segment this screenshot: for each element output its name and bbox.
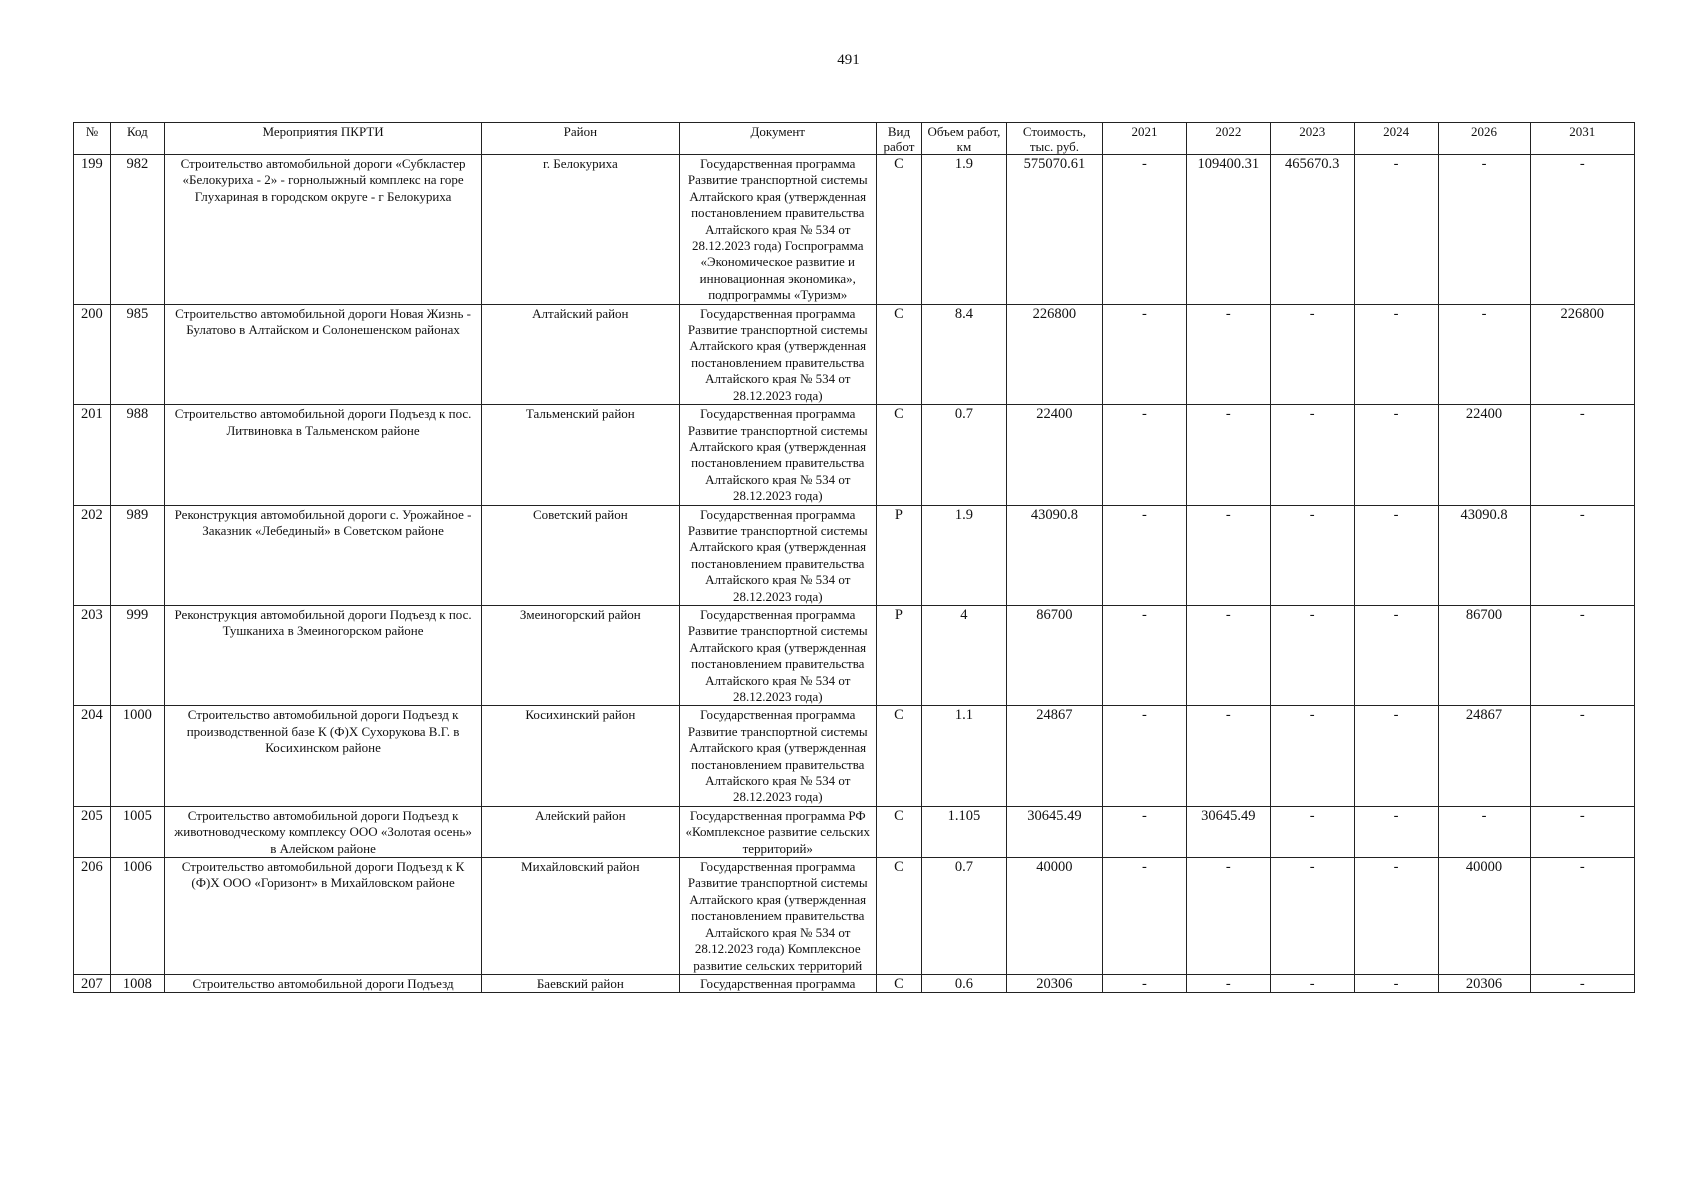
row-volume: 1.9 xyxy=(921,155,1006,305)
row-document: Государственная программа Развитие транспортной системы Алтайского края (утвержденная постановлением правительства Алтайского края № 534 от 28.12.2023 года) xyxy=(679,605,876,705)
row-district: Тальменский район xyxy=(482,405,679,505)
row-2024: - xyxy=(1354,605,1438,705)
row-2024: - xyxy=(1354,505,1438,605)
col-header-cost: Стоимость, тыс. руб. xyxy=(1006,123,1102,155)
row-2021: - xyxy=(1103,155,1187,305)
row-2021: - xyxy=(1103,706,1187,806)
row-number: 200 xyxy=(74,304,111,404)
row-2021: - xyxy=(1103,304,1187,404)
row-2022: - xyxy=(1186,505,1270,605)
row-event: Строительство автомобильной дороги Подъезд к пос. Литвиновка в Тальменском районе xyxy=(165,405,482,505)
row-document: Государственная программа Развитие транспортной системы Алтайского края (утвержденная постановлением правительства Алтайского края № 534 от 28.12.2023 года) xyxy=(679,505,876,605)
row-2022: 30645.49 xyxy=(1186,806,1270,857)
table-row xyxy=(74,605,1635,705)
row-event: Строительство автомобильной дороги Новая Жизнь - Булатово в Алтайском и Солонешенском районах xyxy=(165,304,482,404)
table-row xyxy=(74,806,1635,857)
row-2031: - xyxy=(1530,155,1634,305)
row-cost: 20306 xyxy=(1006,974,1102,992)
row-2022: - xyxy=(1186,304,1270,404)
row-2031: - xyxy=(1530,605,1634,705)
row-work-type: Р xyxy=(876,505,921,605)
row-district: Алтайский район xyxy=(482,304,679,404)
row-cost: 575070.61 xyxy=(1006,155,1102,305)
page-number: 491 xyxy=(837,52,860,68)
row-document: Государственная программа Развитие транспортной системы Алтайского края (утвержденная постановлением правительства Алтайского края № 534 от 28.12.2023 года) xyxy=(679,304,876,404)
row-number: 207 xyxy=(74,974,111,992)
col-header-district: Район xyxy=(482,123,679,155)
row-event: Строительство автомобильной дороги Подъезд к производственной базе К (Ф)Х Сухорукова В.Г. в Косихинском районе xyxy=(165,706,482,806)
row-volume: 0.7 xyxy=(921,858,1006,975)
row-cost: 226800 xyxy=(1006,304,1102,404)
row-code: 1000 xyxy=(110,706,164,806)
row-2024: - xyxy=(1354,806,1438,857)
row-cost: 22400 xyxy=(1006,405,1102,505)
row-2022: - xyxy=(1186,605,1270,705)
row-work-type: С xyxy=(876,858,921,975)
row-2026: 20306 xyxy=(1438,974,1530,992)
row-code: 989 xyxy=(110,505,164,605)
row-number: 206 xyxy=(74,858,111,975)
roads-table xyxy=(73,122,1635,993)
row-2024: - xyxy=(1354,858,1438,975)
col-header-document: Документ xyxy=(679,123,876,155)
row-2023: - xyxy=(1270,505,1354,605)
table-row xyxy=(74,405,1635,505)
row-district: Косихинский район xyxy=(482,706,679,806)
row-2022: - xyxy=(1186,974,1270,992)
row-2026: 43090.8 xyxy=(1438,505,1530,605)
row-work-type: С xyxy=(876,155,921,305)
row-document: Государственная программа РФ «Комплексное развитие сельских территорий» xyxy=(679,806,876,857)
row-2021: - xyxy=(1103,405,1187,505)
row-2031: - xyxy=(1530,806,1634,857)
row-event: Реконструкция автомобильной дороги с. Урожайное - Заказник «Лебединый» в Советском районе xyxy=(165,505,482,605)
row-document: Государственная программа Развитие транспортной системы Алтайского края (утвержденная постановлением правительства Алтайского края № 534 от 28.12.2023 года) xyxy=(679,405,876,505)
row-2024: - xyxy=(1354,706,1438,806)
row-2026: 86700 xyxy=(1438,605,1530,705)
col-header-volume: Объем работ, км xyxy=(921,123,1006,155)
row-2022: - xyxy=(1186,706,1270,806)
col-header-2024: 2024 xyxy=(1354,123,1438,155)
row-number: 203 xyxy=(74,605,111,705)
row-2023: - xyxy=(1270,858,1354,975)
row-volume: 4 xyxy=(921,605,1006,705)
row-event: Реконструкция автомобильной дороги Подъезд к пос. Тушканиха в Змеиногорском районе xyxy=(165,605,482,705)
col-header-2022: 2022 xyxy=(1186,123,1270,155)
row-district: г. Белокуриха xyxy=(482,155,679,305)
table-body xyxy=(74,155,1635,993)
row-code: 988 xyxy=(110,405,164,505)
row-district: Советский район xyxy=(482,505,679,605)
row-2031: - xyxy=(1530,974,1634,992)
row-district: Михайловский район xyxy=(482,858,679,975)
row-code: 985 xyxy=(110,304,164,404)
row-2024: - xyxy=(1354,974,1438,992)
row-code: 1005 xyxy=(110,806,164,857)
row-cost: 43090.8 xyxy=(1006,505,1102,605)
row-cost: 86700 xyxy=(1006,605,1102,705)
row-work-type: Р xyxy=(876,605,921,705)
row-volume: 0.7 xyxy=(921,405,1006,505)
col-header-2031: 2031 xyxy=(1530,123,1634,155)
row-2021: - xyxy=(1103,858,1187,975)
row-2031: - xyxy=(1530,858,1634,975)
row-work-type: С xyxy=(876,304,921,404)
row-code: 1006 xyxy=(110,858,164,975)
row-event: Строительство автомобильной дороги «Субкластер «Белокуриха - 2» - горнолыжный комплекс на горе Глухариная в городском округе - г Белокуриха xyxy=(165,155,482,305)
col-header-type: Вид работ xyxy=(876,123,921,155)
row-2022: - xyxy=(1186,858,1270,975)
row-document: Государственная программа Развитие транспортной системы Алтайского края (утвержденная постановлением правительства Алтайского края № 534 от 28.12.2023 года) Комплексное развитие сельских территорий xyxy=(679,858,876,975)
row-cost: 30645.49 xyxy=(1006,806,1102,857)
col-header-code: Код xyxy=(110,123,164,155)
row-document: Государственная программа Развитие транспортной системы Алтайского края (утвержденная постановлением правительства Алтайского края № 534 от 28.12.2023 года) Госпрограмма «Экономическое развитие и инновационная экономика», подпрограммы «Туризм» xyxy=(679,155,876,305)
row-2023: - xyxy=(1270,405,1354,505)
row-event: Строительство автомобильной дороги Подъезд к животноводческому комплексу ООО «Золотая осень» в Алейском районе xyxy=(165,806,482,857)
table-row xyxy=(74,155,1635,305)
row-2031: - xyxy=(1530,405,1634,505)
row-volume: 0.6 xyxy=(921,974,1006,992)
row-2022: - xyxy=(1186,405,1270,505)
row-number: 204 xyxy=(74,706,111,806)
row-number: 202 xyxy=(74,505,111,605)
row-district: Змеиногорский район xyxy=(482,605,679,705)
row-number: 205 xyxy=(74,806,111,857)
row-volume: 1.1 xyxy=(921,706,1006,806)
col-header-2021: 2021 xyxy=(1103,123,1187,155)
row-2023: - xyxy=(1270,304,1354,404)
row-document: Государственная программа Развитие транспортной системы Алтайского края (утвержденная постановлением правительства Алтайского края № 534 от 28.12.2023 года) xyxy=(679,706,876,806)
row-work-type: С xyxy=(876,405,921,505)
row-2023: - xyxy=(1270,974,1354,992)
row-2023: - xyxy=(1270,806,1354,857)
row-event: Строительство автомобильной дороги Подъезд к К (Ф)Х ООО «Горизонт» в Михайловском районе xyxy=(165,858,482,975)
row-2031: 226800 xyxy=(1530,304,1634,404)
col-header-num: № xyxy=(74,123,111,155)
row-2031: - xyxy=(1530,706,1634,806)
table-row xyxy=(74,706,1635,806)
row-2026: - xyxy=(1438,155,1530,305)
col-header-2026: 2026 xyxy=(1438,123,1530,155)
row-volume: 8.4 xyxy=(921,304,1006,404)
row-code: 999 xyxy=(110,605,164,705)
row-2021: - xyxy=(1103,505,1187,605)
header-row xyxy=(74,123,1635,155)
row-2026: - xyxy=(1438,806,1530,857)
row-work-type: С xyxy=(876,706,921,806)
table-row xyxy=(74,858,1635,975)
row-district: Баевский район xyxy=(482,974,679,992)
col-header-2023: 2023 xyxy=(1270,123,1354,155)
row-volume: 1.9 xyxy=(921,505,1006,605)
row-work-type: С xyxy=(876,974,921,992)
row-district: Алейский район xyxy=(482,806,679,857)
row-event: Строительство автомобильной дороги Подъезд xyxy=(165,974,482,992)
row-volume: 1.105 xyxy=(921,806,1006,857)
row-2026: 40000 xyxy=(1438,858,1530,975)
row-2024: - xyxy=(1354,304,1438,404)
row-cost: 40000 xyxy=(1006,858,1102,975)
row-2023: - xyxy=(1270,706,1354,806)
row-2021: - xyxy=(1103,605,1187,705)
row-work-type: С xyxy=(876,806,921,857)
row-2021: - xyxy=(1103,974,1187,992)
row-2026: 22400 xyxy=(1438,405,1530,505)
row-code: 1008 xyxy=(110,974,164,992)
table-row xyxy=(74,974,1635,992)
row-2024: - xyxy=(1354,155,1438,305)
table-row xyxy=(74,505,1635,605)
row-2024: - xyxy=(1354,405,1438,505)
row-2031: - xyxy=(1530,505,1634,605)
table-row xyxy=(74,304,1635,404)
row-number: 201 xyxy=(74,405,111,505)
row-cost: 24867 xyxy=(1006,706,1102,806)
row-2021: - xyxy=(1103,806,1187,857)
col-header-event: Мероприятия ПКРТИ xyxy=(165,123,482,155)
row-2023: - xyxy=(1270,605,1354,705)
row-2023: 465670.3 xyxy=(1270,155,1354,305)
row-2026: 24867 xyxy=(1438,706,1530,806)
row-2026: - xyxy=(1438,304,1530,404)
row-document: Государственная программа xyxy=(679,974,876,992)
row-code: 982 xyxy=(110,155,164,305)
row-2022: 109400.31 xyxy=(1186,155,1270,305)
row-number: 199 xyxy=(74,155,111,305)
